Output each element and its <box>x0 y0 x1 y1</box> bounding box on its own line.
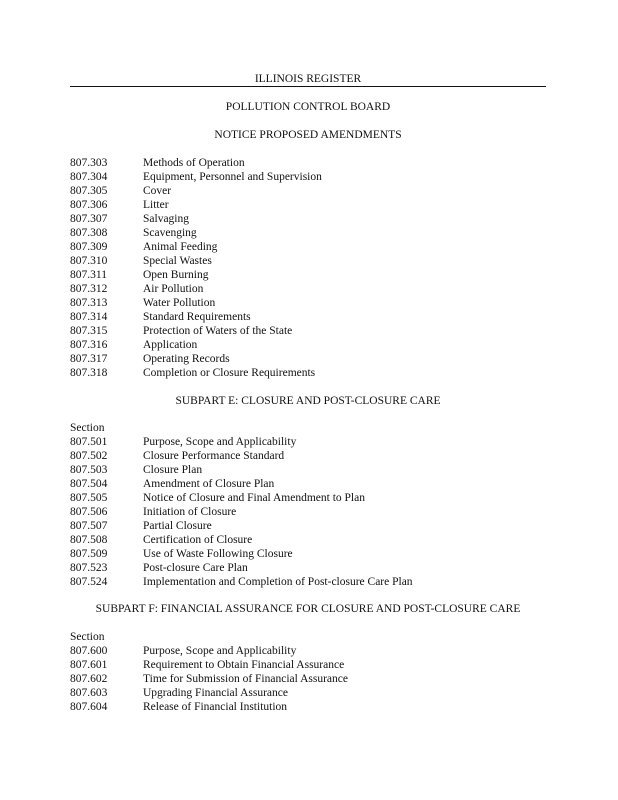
section-number: 807.601 <box>70 659 108 671</box>
section-entry <box>70 463 546 477</box>
section-list-subpart-f <box>70 630 546 714</box>
section-number: 807.505 <box>70 492 108 504</box>
section-entry <box>70 366 546 380</box>
section-title: Post-closure Care Plan <box>143 562 248 574</box>
section-number: 807.311 <box>70 269 107 281</box>
section-entry <box>70 296 546 310</box>
section-number: 807.310 <box>70 255 108 267</box>
section-number: 807.524 <box>70 576 108 588</box>
section-entry <box>70 533 546 547</box>
section-title: Purpose, Scope and Applicability <box>143 645 297 657</box>
section-entry <box>70 477 546 491</box>
section-number: 807.306 <box>70 199 108 211</box>
section-title: Animal Feeding <box>143 241 218 253</box>
section-number: 807.318 <box>70 367 108 379</box>
section-entry <box>70 505 546 519</box>
section-entry <box>70 547 546 561</box>
section-entry <box>70 658 546 672</box>
section-number: 807.508 <box>70 534 108 546</box>
section-number: 807.314 <box>70 311 108 323</box>
section-list-subpart-e <box>70 421 546 589</box>
section-title: Protection of Waters of the State <box>143 325 293 337</box>
section-title: Time for Submission of Financial Assurance <box>143 673 348 685</box>
section-title: Requirement to Obtain Financial Assurance <box>143 659 345 671</box>
section-number: 807.316 <box>70 339 108 351</box>
section-title: Notice of Closure and Final Amendment to Plan <box>143 492 365 504</box>
section-title: Special Wastes <box>143 255 212 267</box>
section-entry <box>70 310 546 324</box>
board-title: POLLUTION CONTROL BOARD <box>225 101 391 113</box>
section-title: Equipment, Personnel and Supervision <box>143 171 322 183</box>
section-number: 807.307 <box>70 213 108 225</box>
section-entry <box>70 449 546 463</box>
section-entry <box>70 240 546 254</box>
section-label: Section <box>70 422 105 434</box>
section-title: Use of Waste Following Closure <box>143 548 293 560</box>
section-title: Operating Records <box>143 353 230 365</box>
section-title: Methods of Operation <box>143 157 245 169</box>
section-title: Closure Plan <box>143 464 203 476</box>
section-number: 807.502 <box>70 450 108 462</box>
section-number: 807.303 <box>70 157 108 169</box>
section-title: Cover <box>143 185 172 197</box>
section-number: 807.309 <box>70 241 108 253</box>
section-entry <box>70 644 546 658</box>
section-entry <box>70 212 546 226</box>
section-title: Purpose, Scope and Applicability <box>143 436 297 448</box>
section-number: 807.305 <box>70 185 108 197</box>
section-title: Open Burning <box>143 269 209 281</box>
section-entry <box>70 352 546 366</box>
section-entry <box>70 254 546 268</box>
section-number: 807.312 <box>70 283 108 295</box>
section-number: 807.602 <box>70 673 108 685</box>
section-title: Amendment of Closure Plan <box>143 478 275 490</box>
subpart-e-heading: SUBPART E: CLOSURE AND POST-CLOSURE CARE <box>175 395 441 407</box>
notice-title: NOTICE PROPOSED AMENDMENTS <box>214 129 402 141</box>
section-entry <box>70 491 546 505</box>
section-number: 807.304 <box>70 171 108 183</box>
section-number: 807.308 <box>70 227 108 239</box>
section-title: Application <box>143 339 198 351</box>
register-title: ILLINOIS REGISTER <box>252 73 364 85</box>
section-entry <box>70 519 546 533</box>
section-entry <box>70 156 546 170</box>
section-entry <box>70 170 546 184</box>
section-number: 807.503 <box>70 464 108 476</box>
section-entry <box>70 184 546 198</box>
section-entry <box>70 686 546 700</box>
section-number: 807.504 <box>70 478 108 490</box>
section-number: 807.604 <box>70 701 108 713</box>
section-title: Completion or Closure Requirements <box>143 367 316 379</box>
section-title: Release of Financial Institution <box>143 701 288 713</box>
section-number: 807.506 <box>70 506 108 518</box>
section-entry <box>70 324 546 338</box>
section-entry <box>70 561 546 575</box>
section-entry <box>70 575 546 589</box>
section-title: Standard Requirements <box>143 311 251 323</box>
section-label: Section <box>70 631 105 643</box>
section-number: 807.313 <box>70 297 108 309</box>
section-entry <box>70 268 546 282</box>
register-header <box>70 72 546 86</box>
section-title: Salvaging <box>143 213 189 225</box>
section-number: 807.315 <box>70 325 108 337</box>
section-title: Implementation and Completion of Post-closure Care Plan <box>143 576 413 588</box>
section-entry <box>70 282 546 296</box>
section-number: 807.600 <box>70 645 108 657</box>
section-number: 807.501 <box>70 436 108 448</box>
header-rule <box>70 86 546 87</box>
section-number: 807.317 <box>70 353 108 365</box>
section-title: Closure Performance Standard <box>143 450 285 462</box>
section-title: Litter <box>143 199 169 211</box>
section-entry <box>70 672 546 686</box>
section-entry <box>70 700 546 714</box>
section-title: Water Pollution <box>143 297 216 309</box>
section-title: Scavenging <box>143 227 197 239</box>
section-entry <box>70 338 546 352</box>
section-list-subpart-d <box>70 156 546 380</box>
section-title: Upgrading Financial Assurance <box>143 687 288 699</box>
section-title: Air Pollution <box>143 283 204 295</box>
section-number: 807.523 <box>70 562 108 574</box>
section-title: Partial Closure <box>143 520 212 532</box>
section-entry <box>70 435 546 449</box>
section-entry <box>70 226 546 240</box>
section-number: 807.509 <box>70 548 108 560</box>
section-entry <box>70 198 546 212</box>
subpart-f-heading: SUBPART F: FINANCIAL ASSURANCE FOR CLOSURE AND POST-CLOSURE CARE <box>95 603 521 615</box>
section-title: Certification of Closure <box>143 534 253 546</box>
section-title: Initiation of Closure <box>143 506 237 518</box>
section-number: 807.603 <box>70 687 108 699</box>
section-number: 807.507 <box>70 520 108 532</box>
